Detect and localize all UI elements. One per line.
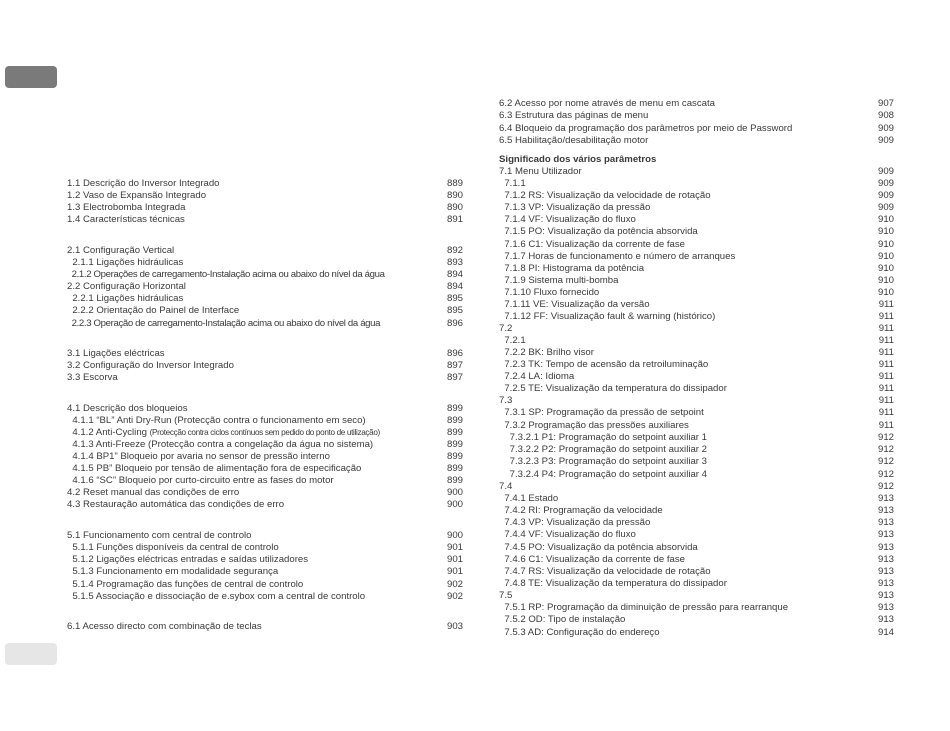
toc-entry (499, 287, 894, 299)
toc-entry (67, 499, 463, 511)
toc-entry-title: 7.3.2.4 P4: Programação do setpoint auxiliar 4 (499, 469, 707, 480)
toc-entry (499, 166, 894, 178)
toc-page-number: 902 (446, 591, 463, 602)
toc-page-number: 911 (878, 347, 894, 358)
toc-entry-title: 3.2 Configuração do Inversor Integrado (67, 360, 234, 371)
toc-entry-title: 3.3 Escorva (67, 372, 118, 383)
toc-entry (67, 257, 463, 269)
toc-page-number: 900 (446, 499, 463, 510)
toc-page-number: 911 (878, 311, 894, 322)
toc-page-number: 908 (877, 110, 894, 121)
toc-entry (499, 335, 894, 347)
toc-entry (499, 383, 894, 395)
toc-page-number: 890 (446, 202, 463, 213)
toc-entry-title: 7.4 (499, 481, 513, 492)
toc-entry-title: 2.2 Configuração Horizontal (67, 281, 186, 292)
toc-entry (67, 318, 463, 330)
toc-entry-title: 7.4.1 Estado (499, 493, 559, 504)
toc-page-number: 899 (446, 451, 463, 462)
toc-entry-title: 7.1.4 VF: Visualização do fluxo (499, 214, 636, 225)
toc-page-number: 897 (446, 372, 463, 383)
toc-page-number: 909 (877, 190, 894, 201)
toc-entry (67, 427, 463, 439)
toc-entry-title: 7.5.3 AD: Configuração do endereço (499, 627, 660, 638)
toc-entry (67, 214, 463, 226)
toc-entry-title: 2.1 Configuração Vertical (67, 245, 175, 256)
section-tab-marker-light (5, 643, 57, 665)
toc-entry (67, 591, 463, 603)
toc-page-number: 913 (877, 578, 894, 589)
toc-entry-title: 6.4 Bloqueio da programação dos parâmetros por meio de Password (499, 123, 793, 134)
toc-entry-title: 4.1.4 BP1” Bloqueio por avaria no sensor de pressão interno (67, 451, 330, 462)
toc-entry-title: 5.1.4 Programação das funções de central de controlo (67, 579, 304, 590)
toc-entry (499, 566, 894, 578)
toc-entry (499, 299, 894, 311)
toc-page-number: 910 (877, 251, 894, 262)
toc-entry-title: 4.1.3 Anti-Freeze (Protecção contra a congelação da água no sistema) (67, 439, 374, 450)
toc-entry (499, 578, 894, 590)
toc-page-number: 910 (877, 263, 894, 274)
toc-entry (67, 566, 463, 578)
toc-entry-title: 7.1.10 Fluxo fornecido (499, 287, 600, 298)
toc-entry (499, 226, 894, 238)
toc-page-number: 911 (878, 383, 894, 394)
toc-page-number: 894 (446, 269, 463, 280)
toc-page-number: 899 (446, 403, 463, 414)
toc-entry (67, 554, 463, 566)
toc-entry-title: 7.1.9 Sistema multi-bomba (499, 275, 619, 286)
toc-entry-title: 4.1.6 “SC” Bloqueio por curto-circuito entre as fases do motor (67, 475, 334, 486)
toc-entry-title: 2.2.3 Operação de carregamento-Instalação acima ou abaixo do nível da água (67, 318, 381, 329)
toc-entry (499, 590, 894, 602)
toc-page-number: 912 (877, 432, 894, 443)
toc-page-number: 895 (446, 305, 463, 316)
toc-entry (67, 245, 463, 257)
toc-page-number: 913 (877, 554, 894, 565)
toc-page-number: 889 (446, 178, 463, 189)
toc-entry (499, 505, 894, 517)
toc-page-number: 897 (446, 360, 463, 371)
toc-entry-title: 6.1 Acesso directo com combinação de teclas (67, 621, 262, 632)
toc-entry-title: 7.1.6 C1: Visualização da corrente de fase (499, 239, 685, 250)
toc-entry (499, 323, 894, 335)
toc-page-number: 913 (877, 602, 894, 613)
toc-page-number: 899 (446, 475, 463, 486)
toc-entry (67, 348, 463, 360)
toc-page-number: 909 (877, 135, 894, 146)
toc-entry-title: 7.1.2 RS: Visualização da velocidade de rotação (499, 190, 711, 201)
toc-entry (67, 530, 463, 542)
toc-page-number: 896 (446, 348, 463, 359)
toc-page-number: 909 (877, 123, 894, 134)
toc-page-number: 912 (877, 481, 894, 492)
toc-entry-title: 7.2 (499, 323, 513, 334)
toc-page-number: 912 (877, 444, 894, 455)
toc-entry-title: 7.3 (499, 395, 513, 406)
toc-entry-title: 2.1.2 Operações de carregamento-Instalação acima ou abaixo do nível da água (67, 269, 385, 280)
toc-page-number: 911 (878, 407, 894, 418)
toc-entry (499, 529, 894, 541)
toc-page-number: 910 (877, 214, 894, 225)
toc-page-number: 911 (878, 299, 894, 310)
toc-page-number: 913 (877, 590, 894, 601)
toc-page-number: 913 (877, 542, 894, 553)
toc-page-number: 910 (877, 239, 894, 250)
toc-entry (499, 395, 894, 407)
toc-page-number: 901 (446, 566, 463, 577)
toc-entry (499, 263, 894, 275)
toc-page-number: 912 (877, 469, 894, 480)
toc-entry-title: 7.2.2 BK: Brilho visor (499, 347, 594, 358)
toc-entry-title: Significado dos vários parâmetros (499, 154, 657, 165)
toc-page-number: 895 (446, 293, 463, 304)
toc-entry (499, 98, 894, 110)
toc-entry (67, 463, 463, 475)
toc-entry (499, 135, 894, 147)
toc-page-number: 909 (877, 166, 894, 177)
toc-entry (499, 190, 894, 202)
toc-entry-title: 7.2.5 TE: Visualização da temperatura do dissipador (499, 383, 727, 394)
toc-entry-title: 4.2 Reset manual das condições de erro (67, 487, 240, 498)
toc-entry-title: 7.5 (499, 590, 513, 601)
toc-entry (499, 178, 894, 190)
toc-entry (67, 372, 463, 384)
toc-entry-title: 1.3 Electrobomba Integrada (67, 202, 186, 213)
toc-entry-title: 5.1.2 Ligações eléctricas entradas e saídas utilizadores (67, 554, 309, 565)
toc-page-number: 900 (446, 530, 463, 541)
toc-entry-title: 5.1.5 Associação e dissociação de e.sybox com a central de controlo (67, 591, 366, 602)
toc-page-number: 911 (878, 335, 894, 346)
toc-entry (499, 432, 894, 444)
toc-entry (499, 554, 894, 566)
toc-page-number: 911 (878, 359, 894, 370)
toc-entry (499, 602, 894, 614)
toc-entry-title: 7.1.7 Horas de funcionamento e número de arranques (499, 251, 736, 262)
toc-page-number: 911 (878, 395, 894, 406)
toc-entry-title: 7.1.11 VE: Visualização da versão (499, 299, 650, 310)
toc-entry (499, 627, 894, 639)
toc-page-number: 899 (446, 439, 463, 450)
toc-entry (499, 251, 894, 263)
toc-entry-title: 6.2 Acesso por nome através de menu em cascata (499, 98, 715, 109)
toc-entry (67, 451, 463, 463)
toc-page-number: 910 (877, 226, 894, 237)
toc-entry-title: 2.2.1 Ligações hidráulicas (67, 293, 184, 304)
toc-entry-title: 2.1.1 Ligações hidráulicas (67, 257, 184, 268)
toc-entry (67, 475, 463, 487)
toc-entry-title: 1.2 Vaso de Expansão Integrado (67, 190, 207, 201)
toc-entry-title: 5.1.1 Funções disponíveis da central de controlo (67, 542, 279, 553)
toc-page-number: 914 (877, 627, 894, 638)
toc-entry-title: 4.1.5 PB” Bloqueio por tensão de alimentação fora de especificação (67, 463, 362, 474)
toc-entry (499, 469, 894, 481)
toc-entry-title: 7.3.2.3 P3: Programação do setpoint auxiliar 3 (499, 456, 707, 467)
toc-entry (499, 481, 894, 493)
toc-page-number: 901 (446, 554, 463, 565)
toc-page-number: 900 (446, 487, 463, 498)
toc-entry-title: 5.1 Funcionamento com central de controlo (67, 530, 252, 541)
toc-page-number: 913 (877, 529, 894, 540)
toc-entry-title: 7.3.2.1 P1: Programação do setpoint auxiliar 1 (499, 432, 707, 443)
toc-page-number: 911 (878, 420, 894, 431)
toc-entry (67, 579, 463, 591)
toc-entry-title: 5.1.3 Funcionamento em modalidade segurança (67, 566, 279, 577)
toc-entry (499, 275, 894, 287)
toc-entry (499, 239, 894, 251)
toc-page-number: 913 (877, 517, 894, 528)
toc-page-number: 909 (877, 202, 894, 213)
toc-entry (67, 190, 463, 202)
toc-entry (499, 444, 894, 456)
toc-entry-title: 7.1 Menu Utilizador (499, 166, 582, 177)
toc-entry (499, 311, 894, 323)
toc-entry (67, 403, 463, 415)
toc-entry (67, 360, 463, 372)
toc-entry (499, 154, 894, 166)
toc-entry-title: 6.5 Habilitação/desabilitação motor (499, 135, 649, 146)
toc-page-number: 903 (446, 621, 463, 632)
toc-page-number: 891 (446, 214, 463, 225)
toc-entry-title: 4.1 Descrição dos bloqueios (67, 403, 188, 414)
toc-page-number: 899 (446, 427, 463, 438)
toc-entry-title: 7.1.1 (499, 178, 526, 189)
toc-entry-title: 3.1 Ligações eléctricas (67, 348, 165, 359)
toc-entry (499, 517, 894, 529)
toc-entry (67, 439, 463, 451)
toc-entry (499, 614, 894, 626)
toc-entry (499, 420, 894, 432)
toc-entry (499, 202, 894, 214)
toc-entry (499, 123, 894, 135)
toc-entry-title: 7.1.12 FF: Visualização fault & warning (histórico) (499, 311, 716, 322)
toc-entry-title: 7.2.1 (499, 335, 526, 346)
toc-entry-title: 7.3.2 Programação das pressões auxiliares (499, 420, 689, 431)
toc-entry-title: 4.1.1 “BL” Anti Dry-Run (Protecção contra o funcionamento em seco) (67, 415, 366, 426)
toc-entry (499, 407, 894, 419)
toc-page-number: 911 (878, 323, 894, 334)
toc-entry (67, 178, 463, 190)
toc-page-number: 910 (877, 275, 894, 286)
toc-entry-title: 4.1.2 Anti-Cycling (Protecção contra ciclos contínuos sem pedido do ponto de utilização) (67, 427, 380, 438)
toc-entry (499, 359, 894, 371)
toc-page-number: 901 (446, 542, 463, 553)
toc-entry-title: 4.3 Restauração automática das condições de erro (67, 499, 285, 510)
toc-page-number: 892 (446, 245, 463, 256)
toc-page-number: 909 (877, 178, 894, 189)
toc-entry (67, 542, 463, 554)
toc-entry-title: 7.4.8 TE: Visualização da temperatura do dissipador (499, 578, 727, 589)
toc-entry-title: 7.4.2 RI: Programação da velocidade (499, 505, 663, 516)
toc-entry-title: 6.3 Estrutura das páginas de menu (499, 110, 649, 121)
toc-entry (499, 347, 894, 359)
toc-entry (67, 202, 463, 214)
toc-entry (67, 269, 463, 281)
toc-entry-title: 7.1.3 VP: Visualização da pressão (499, 202, 651, 213)
toc-entry (67, 281, 463, 293)
toc-entry-title: 7.4.6 C1: Visualização da corrente de fase (499, 554, 685, 565)
toc-entry-title: 7.1.8 PI: Histograma da potência (499, 263, 645, 274)
toc-page-number: 896 (446, 318, 463, 329)
toc-entry-title: 1.1 Descrição do Inversor Integrado (67, 178, 220, 189)
toc-entry (499, 371, 894, 383)
toc-entry (499, 493, 894, 505)
toc-entry (67, 293, 463, 305)
section-tab-marker (5, 66, 57, 88)
toc-page-number: 890 (446, 190, 463, 201)
toc-entry-title: 7.3.1 SP: Programação da pressão de setpoint (499, 407, 704, 418)
toc-page-number: 894 (446, 281, 463, 292)
toc-page-number: 902 (446, 579, 463, 590)
toc-entry-title: 2.2.2 Orientação do Painel de Interface (67, 305, 240, 316)
toc-page-number: 913 (877, 505, 894, 516)
toc-page-number: 913 (877, 566, 894, 577)
toc-page-number: 899 (446, 463, 463, 474)
toc-page-number: 913 (877, 614, 894, 625)
toc-page-number: 907 (877, 98, 894, 109)
toc-page-number: 913 (877, 493, 894, 504)
toc-entry-title: 7.4.7 RS: Visualização da velocidade de rotação (499, 566, 711, 577)
toc-entry (499, 456, 894, 468)
toc-page-number: 912 (877, 456, 894, 467)
toc-entry (67, 415, 463, 427)
toc-page-number: 910 (877, 287, 894, 298)
toc-entry (499, 110, 894, 122)
toc-entry (67, 621, 463, 633)
toc-entry (499, 214, 894, 226)
toc-page-number: 893 (446, 257, 463, 268)
toc-entry-title: 7.3.2.2 P2: Programação do setpoint auxiliar 2 (499, 444, 707, 455)
toc-entry-title: 7.1.5 PO: Visualização da potência absorvida (499, 226, 698, 237)
toc-entry-title: 7.5.2 OD: Tipo de instalação (499, 614, 626, 625)
toc-page-number: 911 (878, 371, 894, 382)
toc-entry (67, 305, 463, 317)
toc-entry-title: 7.2.4 LA: Idioma (499, 371, 575, 382)
toc-entry (499, 542, 894, 554)
toc-entry-title: 1.4 Características técnicas (67, 214, 185, 225)
toc-entry-title: 7.5.1 RP: Programação da diminuição de pressão para rearranque (499, 602, 789, 613)
toc-page-number: 899 (446, 415, 463, 426)
toc-entry-title: 7.4.4 VF: Visualização do fluxo (499, 529, 636, 540)
toc-entry (67, 487, 463, 499)
toc-entry-subtitle: (Protecção contra ciclos contínuos sem pedido do ponto de utilização) (149, 428, 380, 437)
toc-entry-title: 7.2.3 TK: Tempo de acensão da retroiluminação (499, 359, 709, 370)
toc-entry-title: 7.4.3 VP: Visualização da pressão (499, 517, 651, 528)
toc-entry-title: 7.4.5 PO: Visualização da potência absorvida (499, 542, 698, 553)
